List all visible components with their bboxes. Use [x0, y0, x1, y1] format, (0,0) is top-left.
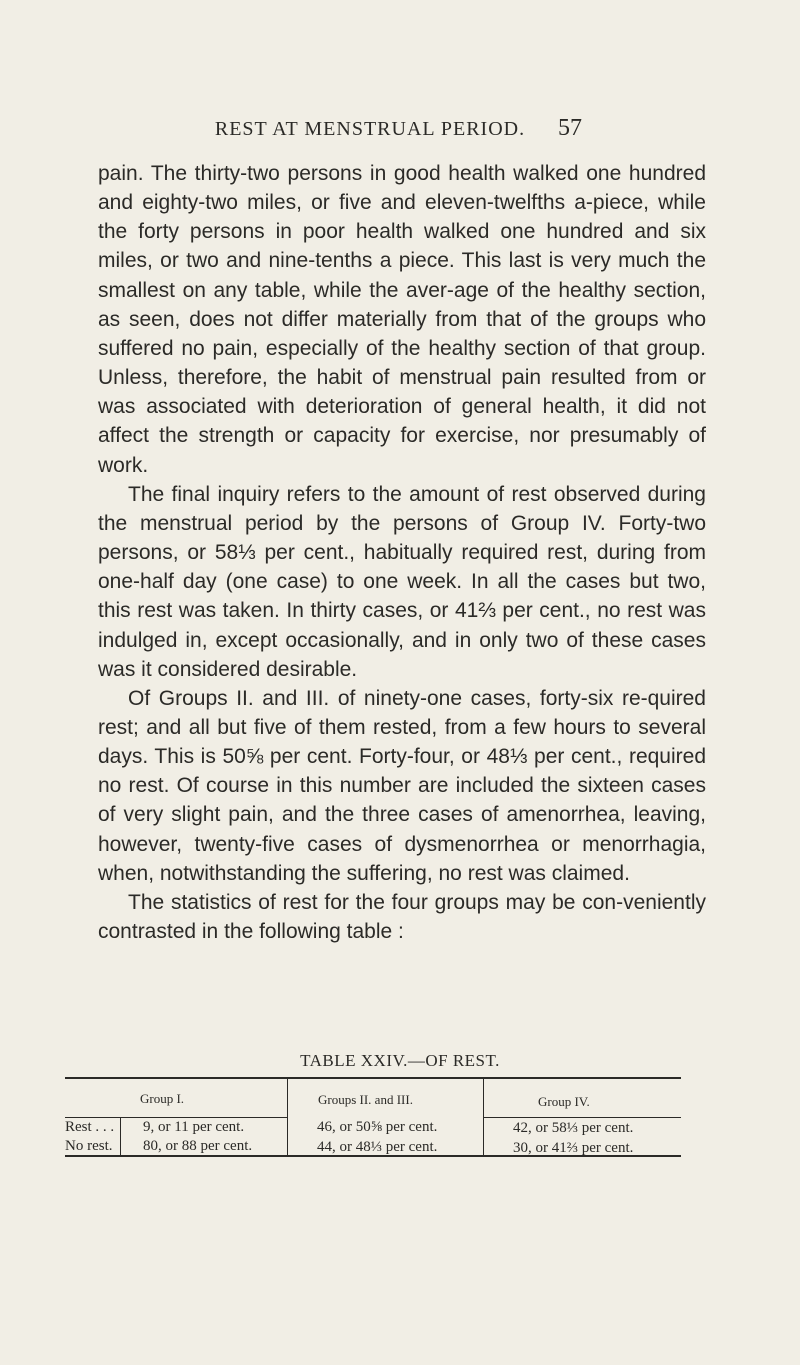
cell-rest-group1: 9, or 11 per cent.: [143, 1119, 245, 1135]
cell-rest-group3: 42, or 58⅓ per cent.: [513, 1120, 634, 1136]
paragraph: Of Groups II. and III. of ninety-one cases, forty-six re-quired rest; and all but five of them rested, from a few hours to several days. This is 50⅝ per cent. Forty-four, or 48⅓ per cent., required no rest. Of course in this number are included the sixteen cases of very slight pain, and the three cases of amenorrhea, leaving, however, twenty-five cases of dysmenorrhea or menorrhagia, when, notwithstanding the suffering, no rest was claimed.: [98, 686, 706, 885]
page-number: 57: [558, 115, 582, 141]
paragraph: The final inquiry refers to the amount of rest observed during the menstrual period by the persons of Group IV. Forty-two persons, or 58⅓ per cent., habitually required rest, during from one-half day (one case) to one week. In all the cases but two, this rest was taken. In thirty cases, or 41⅔ per cent., no rest was indulged in, except occasionally, and in only two of these cases was it considered desirable.: [98, 482, 706, 681]
header-groups-2-3: Groups II. and III.: [318, 1092, 413, 1107]
table-title: TABLE XXIV.—OF REST.: [300, 1051, 500, 1070]
running-header: [0, 115, 800, 145]
header-rule: [483, 1117, 681, 1118]
header-rule: [65, 1117, 287, 1118]
header-group-4: Group IV.: [538, 1094, 590, 1109]
rest-table: [65, 1077, 681, 1157]
row-label-no-rest: No rest.: [65, 1138, 113, 1154]
header-group-1: Group I.: [140, 1091, 185, 1106]
column-divider: [483, 1079, 484, 1155]
cell-norest-group2: 44, or 48⅓ per cent.: [317, 1139, 438, 1155]
column-divider: [120, 1118, 121, 1155]
table-top-rule: [65, 1077, 681, 1079]
paragraph: pain. The thirty-two persons in good health walked one hundred and eighty-two miles, or five and eleven-twelfths a-piece, while the forty persons in poor health walked one hundred and six miles, or two and nine-tenths a piece. This last is very much the smallest on any table, while the aver-age of the healthy section, as seen, does not differ materially from that of the groups who suffered no pain, especially of the healthy section of that group. Unless, therefore, the habit of menstrual pain resulted from or was associated with deterioration of general health, it did not affect the strength or capacity for exercise, nor presumably of work.: [98, 162, 706, 477]
paragraph: The statistics of rest for the four groups may be con-veniently contrasted in the following table :: [98, 890, 706, 944]
body-text: [98, 159, 706, 946]
row-label-rest: Rest . . .: [65, 1119, 115, 1135]
cell-norest-group1: 80, or 88 per cent.: [143, 1138, 253, 1154]
column-divider: [287, 1079, 288, 1155]
cell-rest-group2: 46, or 50⅝ per cent.: [317, 1119, 438, 1135]
cell-norest-group3: 30, or 41⅔ per cent.: [513, 1140, 634, 1156]
running-title: REST AT MENSTRUAL PERIOD.: [214, 118, 526, 140]
